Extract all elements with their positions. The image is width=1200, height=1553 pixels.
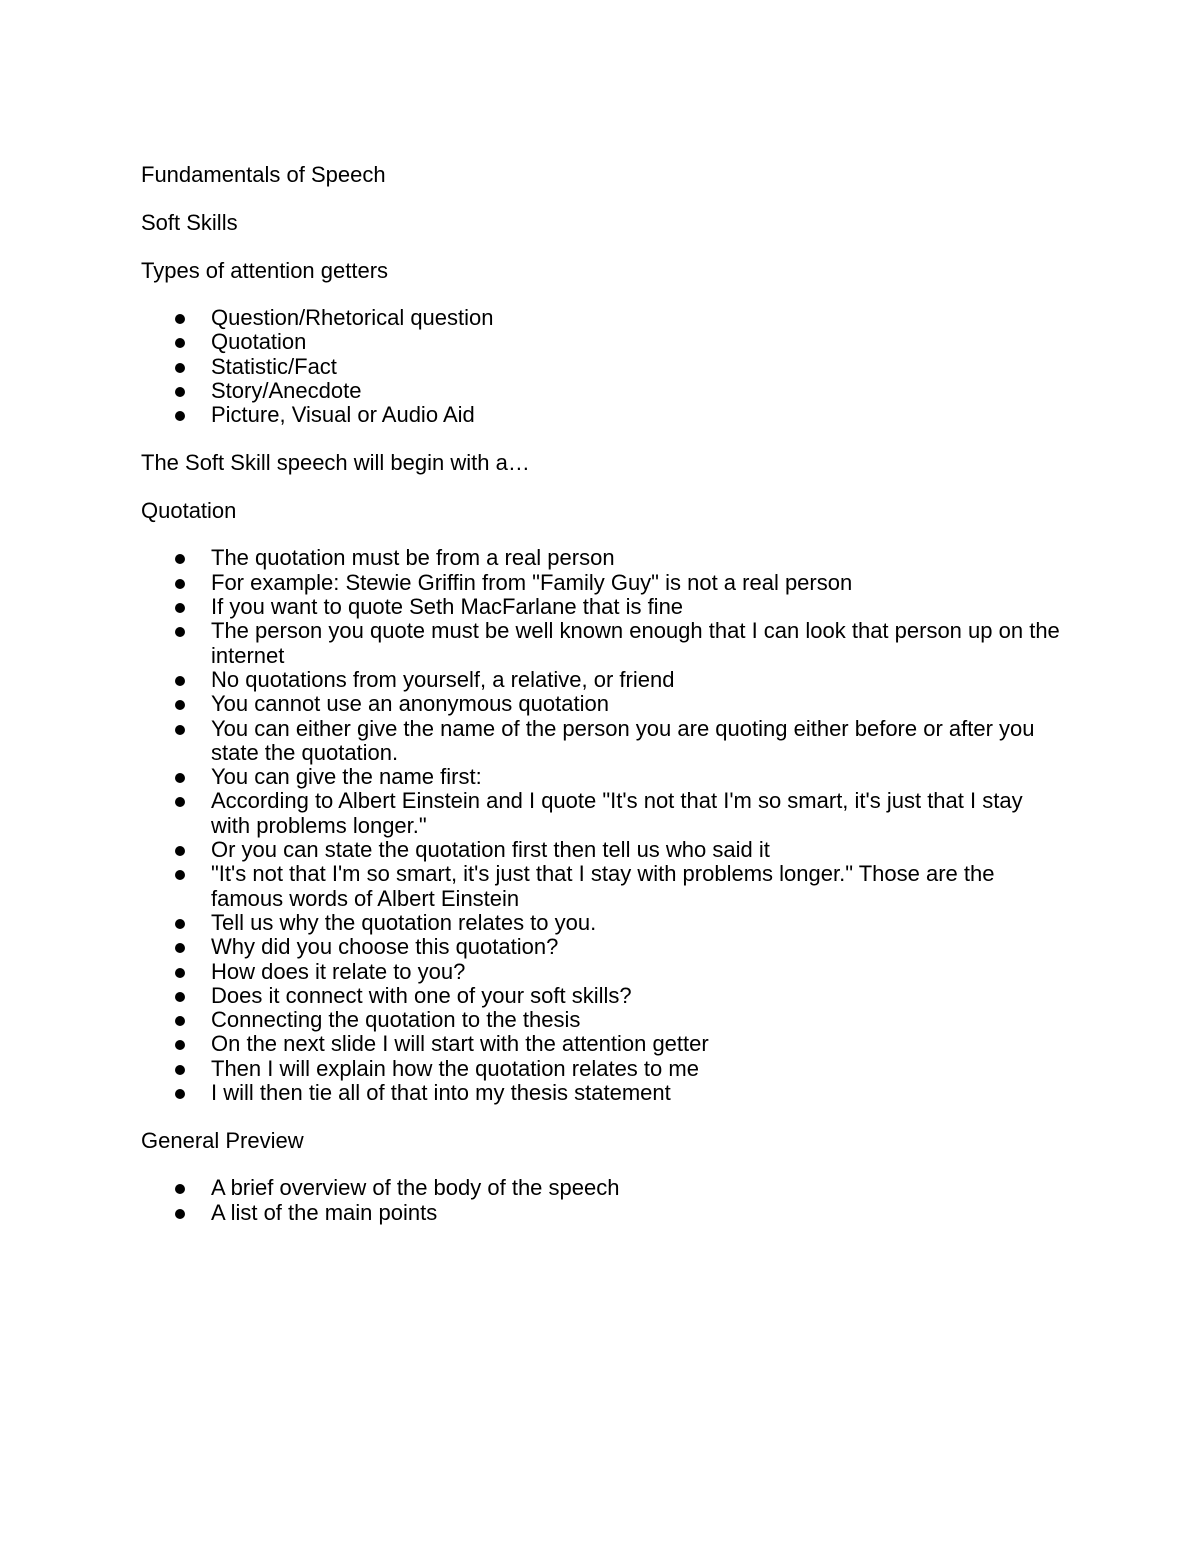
bullet-icon — [175, 773, 185, 783]
document-subtitle: Soft Skills — [141, 210, 238, 235]
list-item: I will then tie all of that into my thesis statement — [141, 1081, 1061, 1105]
document-title: Fundamentals of Speech — [141, 162, 386, 187]
intro-line: The Soft Skill speech will begin with a… — [141, 450, 530, 476]
list-item: The quotation must be from a real person — [141, 546, 1061, 570]
bullet-icon — [175, 387, 185, 397]
list-item: You can either give the name of the person you are quoting either before or after you state the quotation. — [141, 717, 1061, 766]
bullet-icon — [175, 1089, 185, 1099]
bullet-icon — [175, 1040, 185, 1050]
bullet-icon — [175, 1209, 185, 1219]
bullet-icon — [175, 870, 185, 880]
bullet-icon — [175, 943, 185, 953]
list-item: The person you quote must be well known enough that I can look that person up on the internet — [141, 619, 1061, 668]
bullet-icon — [175, 846, 185, 856]
section-heading-quotation: Quotation — [141, 498, 237, 524]
bullet-icon — [175, 579, 185, 589]
bullet-icon — [175, 363, 185, 373]
list-item: Statistic/Fact — [141, 355, 1061, 379]
bullet-icon — [175, 992, 185, 1002]
list-item: According to Albert Einstein and I quote "It's not that I'm so smart, it's just that I stay with problems longer." — [141, 789, 1061, 838]
list-item: A brief overview of the body of the speech — [141, 1176, 1061, 1200]
bullet-icon — [175, 968, 185, 978]
list-item: "It's not that I'm so smart, it's just that I stay with problems longer." Those are the famous words of Albert Einstein — [141, 862, 1061, 911]
bullet-icon — [175, 554, 185, 564]
list-item: No quotations from yourself, a relative, or friend — [141, 668, 1061, 692]
list-item: For example: Stewie Griffin from "Family Guy" is not a real person — [141, 571, 1061, 595]
list-item: Or you can state the quotation first then tell us who said it — [141, 838, 1061, 862]
bullet-icon — [175, 338, 185, 348]
document-page — [141, 162, 1061, 1248]
list-item: On the next slide I will start with the attention getter — [141, 1032, 1061, 1056]
general-preview-list — [141, 1176, 1061, 1225]
list-item: Question/Rhetorical question — [141, 306, 1061, 330]
list-item: Quotation — [141, 330, 1061, 354]
section-heading-attention-getters: Types of attention getters — [141, 258, 389, 283]
bullet-icon — [175, 627, 185, 637]
bullet-icon — [175, 700, 185, 710]
bullet-icon — [175, 314, 185, 324]
list-item: Story/Anecdote — [141, 379, 1061, 403]
bullet-icon — [175, 797, 185, 807]
bullet-icon — [175, 603, 185, 613]
bullet-icon — [175, 676, 185, 686]
section-heading-general-preview: General Preview — [141, 1128, 304, 1154]
attention-getters-list — [141, 306, 1061, 427]
bullet-icon — [175, 411, 185, 421]
list-item: Does it connect with one of your soft skills? — [141, 984, 1061, 1008]
list-item: Tell us why the quotation relates to you. — [141, 911, 1061, 935]
bullet-icon — [175, 1184, 185, 1194]
list-item: A list of the main points — [141, 1201, 1061, 1225]
list-item: Picture, Visual or Audio Aid — [141, 403, 1061, 427]
list-item: Connecting the quotation to the thesis — [141, 1008, 1061, 1032]
list-item: You can give the name first: — [141, 765, 1061, 789]
list-item: Then I will explain how the quotation relates to me — [141, 1057, 1061, 1081]
list-item: Why did you choose this quotation? — [141, 935, 1061, 959]
list-item: You cannot use an anonymous quotation — [141, 692, 1061, 716]
bullet-icon — [175, 919, 185, 929]
bullet-icon — [175, 1016, 185, 1026]
list-item: If you want to quote Seth MacFarlane that is fine — [141, 595, 1061, 619]
bullet-icon — [175, 725, 185, 735]
quotation-list — [141, 546, 1061, 1105]
list-item: How does it relate to you? — [141, 960, 1061, 984]
bullet-icon — [175, 1065, 185, 1075]
